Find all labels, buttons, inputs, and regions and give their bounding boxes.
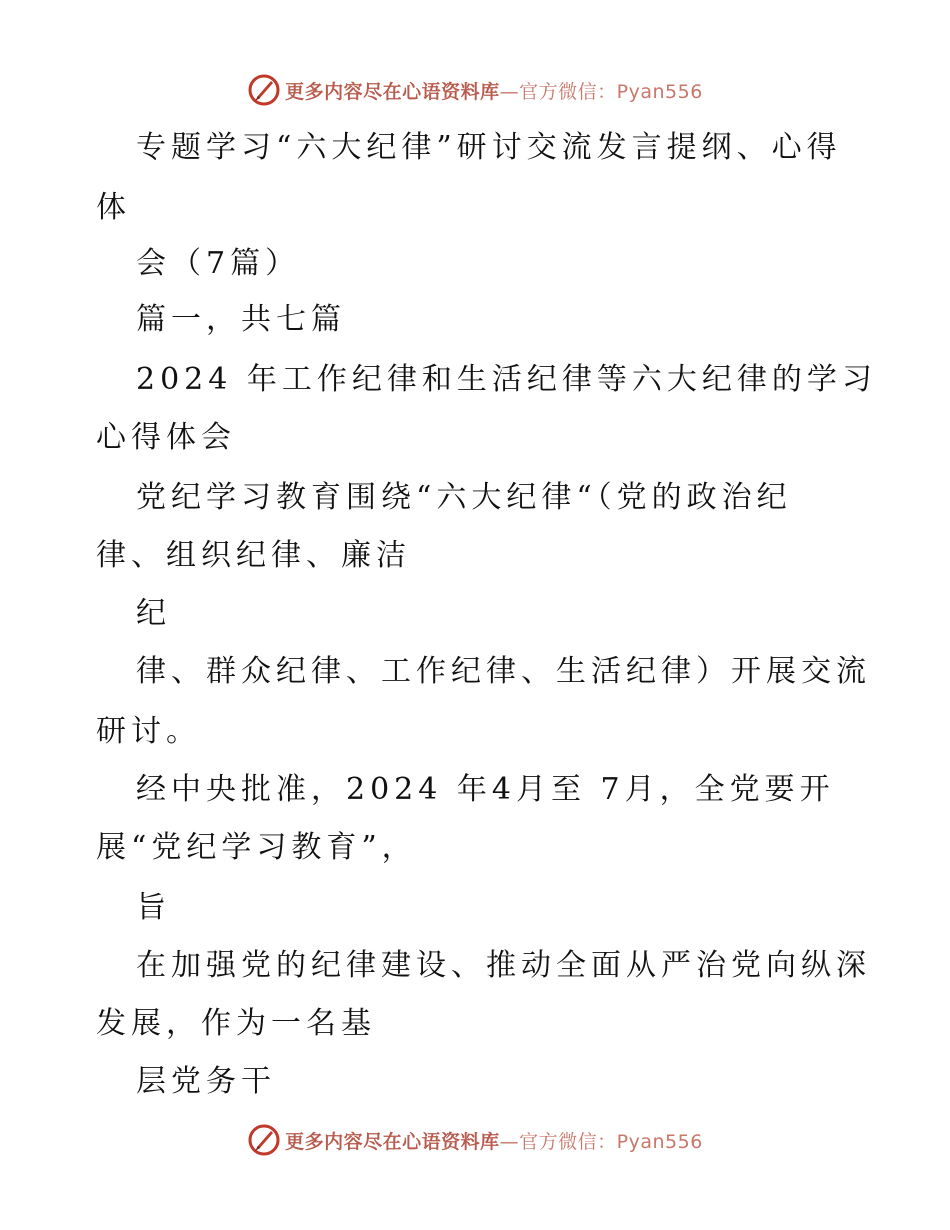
paragraph-line: 律、组织纪律、廉洁: [96, 538, 411, 573]
doc-title-line-3: 会（7篇）: [136, 246, 301, 281]
paragraph-line: 2024 年工作纪律和生活纪律等六大纪律的学习: [136, 362, 877, 397]
paragraph-line: 旨: [136, 890, 171, 925]
header-banner-text: [285, 77, 703, 104]
footer-banner-title: 更多内容尽在心语资料库: [285, 1130, 500, 1153]
paragraph-line: 研讨。: [96, 714, 201, 749]
paragraph-line: 发展，作为一名基: [96, 1006, 376, 1041]
paragraph-line: 在加强党的纪律建设、推动全面从严治党向纵深: [136, 948, 871, 983]
header-watermark-banner: [0, 70, 950, 110]
section-heading: 篇一，共七篇: [136, 302, 346, 337]
paragraph-line: 层党务干: [136, 1064, 276, 1099]
paragraph-line: 心得体会: [96, 420, 236, 455]
quill-logo-icon: [247, 73, 281, 107]
paragraph-line: 经中央批准，2024 年4月至 7月，全党要开: [136, 772, 835, 807]
footer-banner-text: [285, 1127, 703, 1154]
header-banner-title: 更多内容尽在心语资料库: [285, 80, 500, 103]
footer-banner-contact: —官方微信：Pyan556: [499, 1130, 703, 1153]
paragraph-line: 纪: [136, 596, 171, 631]
paragraph-line: 律、群众纪律、工作纪律、生活纪律）开展交流: [136, 654, 871, 689]
header-banner-contact: —官方微信：Pyan556: [499, 80, 703, 103]
paragraph-line: 展“党纪学习教育”，: [96, 830, 417, 865]
doc-title-line-1: 专题学习“六大纪律”研讨交流发言提纲、心得: [136, 130, 842, 165]
paragraph-line: 党纪学习教育围绕“六大纪律“（党的政治纪: [136, 480, 792, 515]
doc-title-line-2: 体: [96, 190, 131, 225]
footer-watermark-banner: [0, 1120, 950, 1160]
quill-logo-icon: [247, 1123, 281, 1157]
